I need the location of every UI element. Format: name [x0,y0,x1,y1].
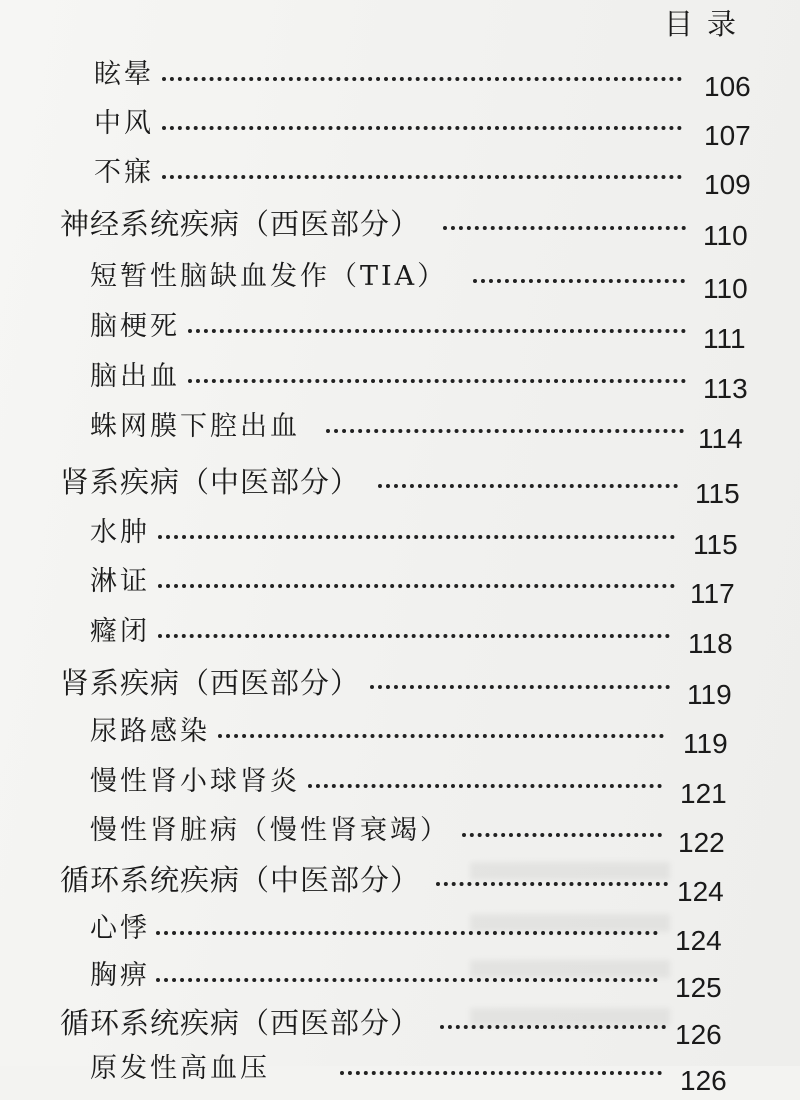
toc-entry-page: 115 [695,478,740,509]
toc-entry-title: 眩晕 [94,59,154,90]
toc-entry [90,563,760,609]
toc-entry-page: 126 [680,1065,727,1096]
toc-entry-page: 110 [703,220,748,251]
dot-leader [326,429,684,433]
toc-entry-title: 水肿 [90,517,150,548]
toc-entry-title: 慢性肾脏病（慢性肾衰竭） [90,815,450,846]
toc-entry-page: 117 [690,578,735,609]
toc-entry [90,358,760,404]
toc-entry-page: 121 [680,778,727,809]
toc-entry [60,463,760,509]
toc-entry [90,308,760,354]
toc-entry [90,763,760,809]
toc-entry [94,154,754,200]
toc-entry-title: 不寐 [94,157,154,188]
toc-entry-title: 肾系疾病（中医部分） [60,465,361,499]
toc-entry [60,205,760,251]
toc-entry-page: 106 [704,71,751,102]
toc-entry-title: 心悸 [90,913,150,944]
dot-leader [378,484,678,488]
toc-entry-title: 淋证 [90,566,150,597]
show-through-shadow [470,1008,670,1026]
dot-leader [158,535,675,539]
toc-entry [90,1050,760,1096]
toc-entry-title: 中风 [94,108,154,139]
toc-entry-page: 125 [675,972,722,1003]
toc-entry-page: 111 [703,323,746,354]
dot-leader [188,379,686,383]
toc-entry-title: 尿路感染 [90,716,210,747]
toc-entry-title: 蛛网膜下腔出血 [90,411,300,442]
toc-entry [90,613,760,659]
show-through-shadow [470,914,670,932]
toc-entry-title: 脑梗死 [90,311,180,342]
toc-entry-title: 原发性高血压 [90,1053,270,1084]
toc-entry-page: 109 [704,169,751,200]
toc-entry-page: 124 [675,925,722,956]
toc-entry [90,408,760,454]
toc-entry-title: 肾系疾病（西医部分） [60,666,361,700]
page-header-title: 目录 [663,7,750,41]
toc-entry [94,56,754,102]
toc-entry-page: 113 [703,373,748,404]
toc-entry-page: 118 [688,628,733,659]
dot-leader [162,77,682,81]
toc-entry-page: 122 [678,827,725,858]
dot-leader [188,329,686,333]
dot-leader [156,978,658,982]
dot-leader [436,882,668,886]
show-through-shadow [470,862,670,880]
toc-entry-title: 癃闭 [90,616,150,647]
toc-entry-title: 循环系统疾病（中医部分） [60,863,421,897]
dot-leader [162,126,682,130]
toc-entry-page: 119 [687,679,732,710]
toc-entry-title: 慢性肾小球肾炎 [90,766,300,797]
dot-leader [340,1071,662,1075]
toc-entry-page: 119 [683,728,728,759]
toc-entry-title: 短暂性脑缺血发作（TIA） [90,261,448,292]
toc-entry [60,664,760,710]
dot-leader [462,833,662,837]
toc-entry-page: 126 [675,1019,722,1050]
toc-entry-page: 115 [693,529,738,560]
toc-entry [94,105,754,151]
dot-leader [370,685,670,689]
toc-entry-page: 114 [698,423,743,454]
dot-leader [218,734,664,738]
dot-leader [443,226,686,230]
toc-entry-title: 脑出血 [90,361,180,392]
dot-leader [158,634,670,638]
toc-entry-page: 110 [703,273,748,304]
dot-leader [308,784,662,788]
dot-leader [162,175,682,179]
toc-entry-page: 124 [677,876,724,907]
toc-entry-page: 107 [704,120,751,151]
toc-entry [90,812,760,858]
toc-entry-title: 循环系统疾病（西医部分） [60,1006,421,1040]
show-through-shadow [470,960,670,978]
toc-entry [90,713,760,759]
toc-entry-title: 神经系统疾病（西医部分） [60,207,421,241]
dot-leader [473,279,685,283]
toc-entry-title: 胸痹 [90,960,150,991]
toc-entry [90,258,760,304]
dot-leader [158,584,675,588]
toc-entry [90,514,760,560]
